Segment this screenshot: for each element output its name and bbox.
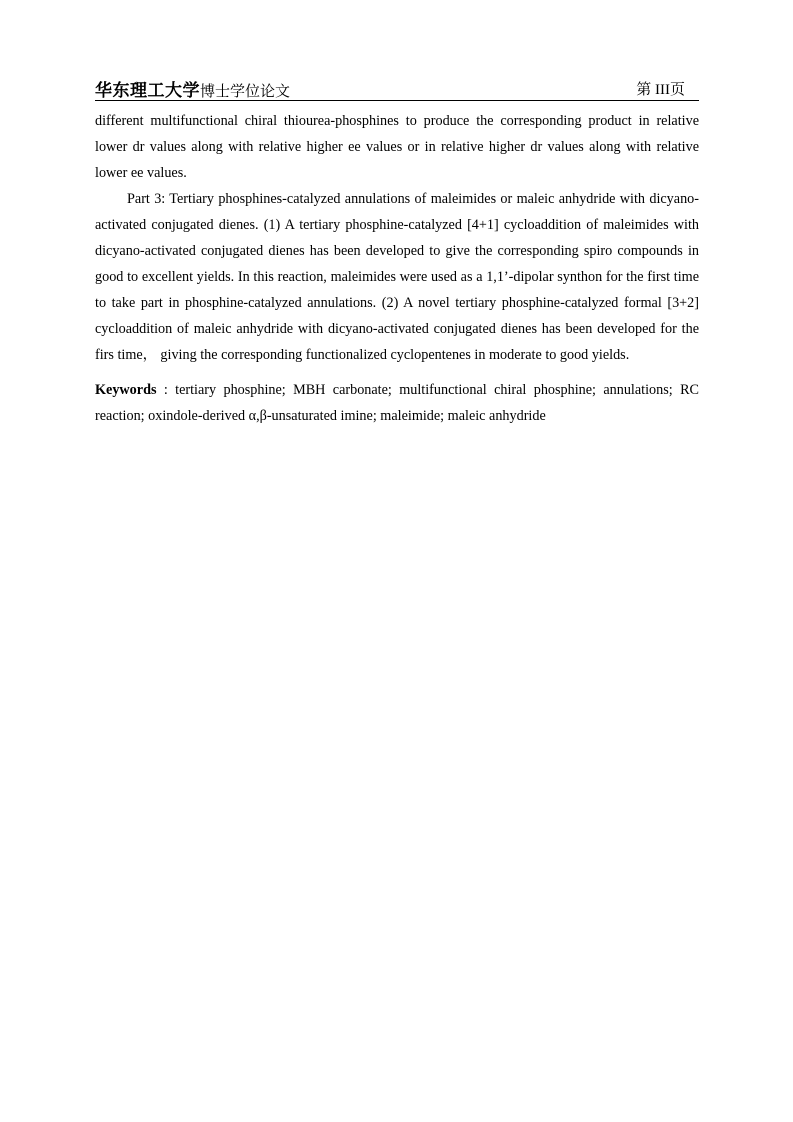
paragraph-continuation: different multifunctional chiral thiourea-phosphines to produce the corresponding product in relative lower dr values along with relative higher ee values or in relative higher dr values along with relative lower ee values. xyxy=(95,113,699,181)
abstract-body xyxy=(95,108,699,429)
page-header xyxy=(95,76,699,101)
page-number: 第 III页 xyxy=(636,82,685,98)
university-name: 华东理工大学博士学位论文 xyxy=(95,81,291,100)
keywords-text: : tertiary phosphine; MBH carbonate; multifunctional chiral phosphine; annulations; RC reaction; oxindole-derived α,β-unsaturated imine; maleimide; maleic anhydride xyxy=(95,382,699,424)
thesis-type: 博士学位论文 xyxy=(200,84,291,100)
keywords-paragraph xyxy=(95,377,699,429)
keywords-label: Keywords xyxy=(95,382,157,398)
paragraph-part-3: Part 3: Tertiary phosphines-catalyzed annulations of maleimides or maleic anhydride with dicyano-activated conjugated dienes. (1) A tertiary phosphine-catalyzed [4+1] cycloaddition of maleimides with dicyano-activated conjugated dienes has been developed to give the corresponding spiro compounds in good to excellent yields. In this reaction, maleimides were used as a 1,1’-dipolar synthon for the first time to take part in phosphine-catalyzed annulations. (2) A novel tertiary phosphine-catalyzed formal [3+2] cycloaddition of maleic anhydride with dicyano-activated conjugated dienes has been developed for the firs time， giving the corresponding functionalized cyclopentenes in moderate to good yields. xyxy=(95,191,699,363)
